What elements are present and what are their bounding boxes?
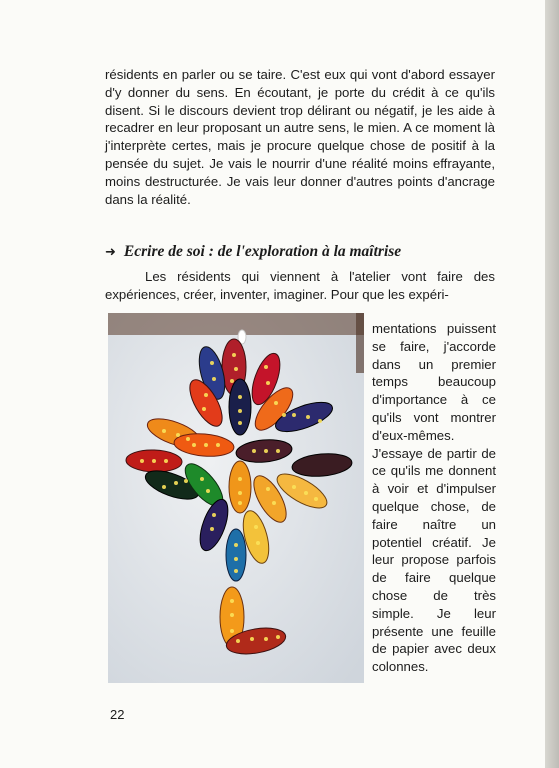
paragraph-intro: Les résidents qui viennent à l'atelier vont faire des expériences, créer, inventer, imaginer. Pour que les expéri- (105, 269, 495, 302)
section-heading-text: Ecrire de soi : de l'exploration à la maîtrise (123, 243, 402, 260)
paragraph-continued: résidents en parler ou se taire. C'est eux qui vont d'abord essayer d'y donner du sens. En écoutant, je porte du crédit à ce qu'ils disent. Si le discours devient trop délirant ou négatif, je les aide à recadrer en leur proposant un autre sens, le mien. A ce moment là j'interprète certes, mais je procure quelque chose de positif à la pensée du sujet. Je vais le nourrir d'une réalité moins effrayante, moins destructurée. Je vais leur donner d'autres points d'ancrage dans la réalité. (105, 67, 495, 207)
flower-artwork-photo (108, 313, 364, 683)
painted-leaf-flower-image (108, 313, 364, 683)
arrow-right-icon: ➜ (105, 245, 116, 260)
section-heading (105, 243, 505, 261)
paragraph-wrap-text: mentations puissent se faire, j'accorde dans un premier temps beaucoup d'importance à ce qu'ils vont montrer d'eux-mêmes. J'essaye de partir de ce qu'ils me donnent à voir et d'impulser quelque chose, de faire naître un potentiel créatif. Je leur propose parfois de faire quelque chose de très simple. Je leur présente une feuille de papier avec deux colonnes. (372, 321, 496, 675)
page-number: 22 (110, 707, 125, 722)
page-edge (545, 0, 559, 768)
